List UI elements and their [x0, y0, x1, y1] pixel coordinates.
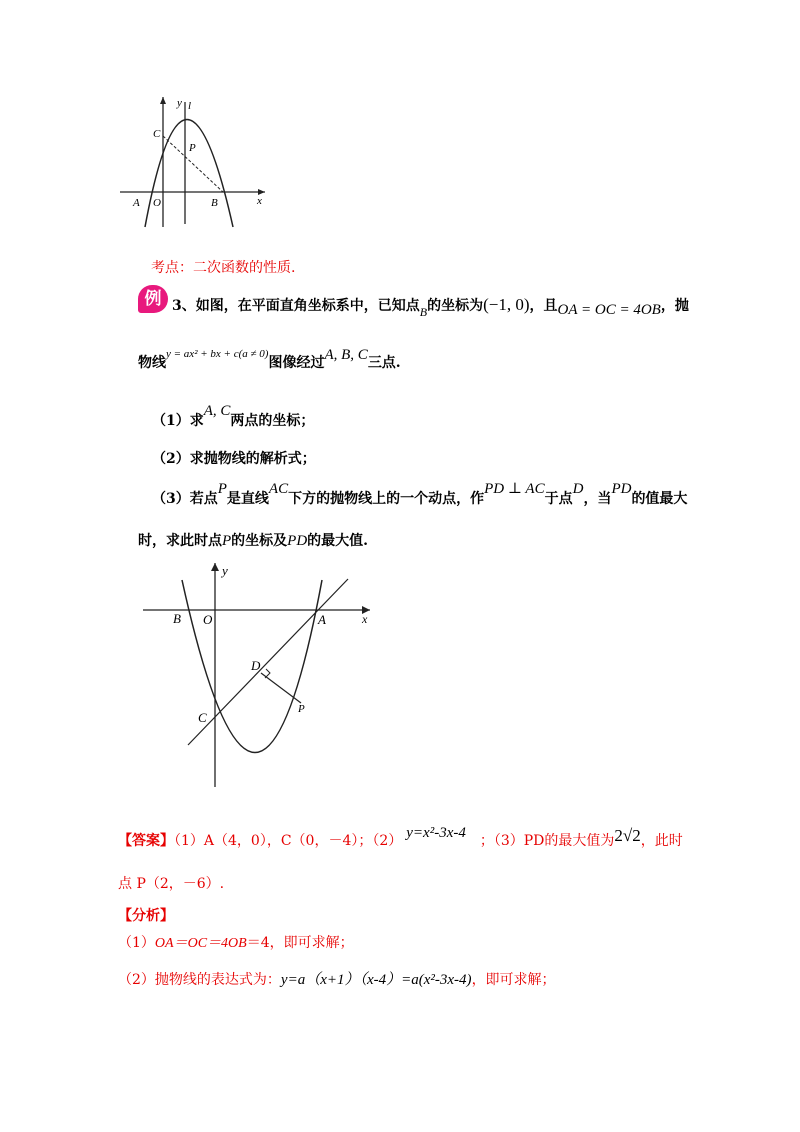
analysis-l1-math: OA＝OC＝4OB	[154, 936, 247, 951]
fig1-label-y: y	[177, 97, 182, 109]
fig2-label-x: x	[362, 612, 368, 626]
q3-ac: AC	[268, 481, 289, 497]
fig1-label-l: l	[188, 100, 192, 112]
analysis-l1-a: （1）	[118, 935, 155, 951]
answer-line-2: 点 P（2，－6）.	[118, 876, 225, 892]
coord-b: (−1, 0)	[483, 295, 530, 314]
q3l2-p: P	[222, 533, 232, 549]
fig1-label-b: B	[211, 197, 218, 209]
analysis-l2-math: y=a（x+1）（x-4）=a(x²-3x-4)	[280, 972, 472, 988]
line1-comma: ，且	[529, 298, 558, 314]
example-line-2	[138, 347, 401, 372]
fig2-label-d: D	[251, 658, 261, 673]
q3-dpoint: D	[572, 481, 584, 497]
question-3-line-2	[138, 530, 368, 550]
points-abc: A, B, C	[324, 347, 368, 363]
q3-c: 下方的抛物线上的一个动点，作	[288, 491, 485, 507]
q3l2-c: 的最大值.	[307, 533, 369, 549]
answer-part4: ，此时	[640, 833, 683, 849]
q3-b: 是直线	[226, 491, 269, 507]
analysis-l2-a: （2）抛物线的表达式为：	[118, 972, 281, 988]
q3l2-a: 时，求此时点	[138, 533, 222, 549]
analysis-l1-b: ＝4，即可求解；	[246, 935, 354, 951]
analysis-l2-b: ，即可求解；	[471, 972, 556, 988]
fig1-label-p: P	[189, 142, 196, 154]
analysis-tag: 【分析】	[118, 908, 174, 924]
fig2-label-b: B	[173, 611, 181, 626]
answer-tag: 【答案】	[118, 833, 174, 849]
q3l2-pd: PD	[287, 533, 308, 549]
fig2-label-a: A	[318, 612, 326, 627]
line2-prefix: 物线	[138, 355, 166, 371]
q1-symbols: A, C	[203, 403, 231, 419]
figure-1-graph	[115, 92, 275, 232]
condition: OA = OC = 4OB	[557, 302, 661, 318]
fig2-label-c: C	[198, 710, 207, 725]
answer-max-value: 2√2	[614, 826, 641, 845]
line2-mid: 图像经过	[268, 355, 325, 371]
q1-prefix: （1）求	[152, 413, 204, 429]
answer-formula: y=x²-3x-4	[406, 825, 466, 841]
b-symbol: B	[419, 305, 428, 319]
kaodian-text: 考点：二次函数的性质.	[151, 260, 296, 276]
q3-pd: PD	[611, 481, 632, 497]
fig1-label-c: C	[153, 128, 161, 140]
line1-prefix: 3、如图，在平面直角坐标系中，已知点	[172, 298, 420, 314]
q1-end: 两点的坐标；	[230, 413, 315, 429]
line2-end: 三点.	[367, 355, 401, 371]
fig1-label-a: A	[133, 197, 140, 209]
question-1	[152, 403, 315, 430]
fig2-label-y: y	[222, 563, 228, 578]
example-badge: 例	[138, 285, 168, 313]
question-3-line-1	[152, 481, 688, 508]
q3-d: 于点	[544, 491, 573, 507]
fig2-label-o: O	[203, 612, 213, 627]
line1-mid: 的坐标为	[427, 298, 484, 314]
question-2: （2）求抛物线的解析式；	[152, 451, 316, 467]
example-line-1	[172, 295, 689, 319]
figure-2-graph	[140, 555, 380, 790]
q3l2-b: 的坐标及	[231, 533, 288, 549]
q3-p: P	[217, 481, 227, 497]
answer-line-1	[118, 825, 683, 850]
analysis-line-2	[118, 968, 556, 989]
parabola-eq: y = ax² + bx + c(a ≠ 0)	[166, 348, 269, 360]
q3-perp: PD ⊥ AC	[484, 481, 545, 497]
q3-a: （3）若点	[152, 491, 218, 507]
fig2-label-p: P	[298, 703, 305, 715]
answer-part3: ；（3）PD的最大值为	[479, 833, 615, 849]
answer-part1: （1）A（4，0），C（0，－4）；（2）	[174, 833, 403, 849]
q3-f: 的值最大	[631, 491, 688, 507]
fig1-label-o: O	[153, 197, 161, 209]
fig1-label-x: x	[257, 195, 262, 207]
analysis-line-1	[118, 932, 354, 952]
q3-e: ，当	[583, 491, 612, 507]
line1-end: ，抛	[660, 298, 689, 314]
